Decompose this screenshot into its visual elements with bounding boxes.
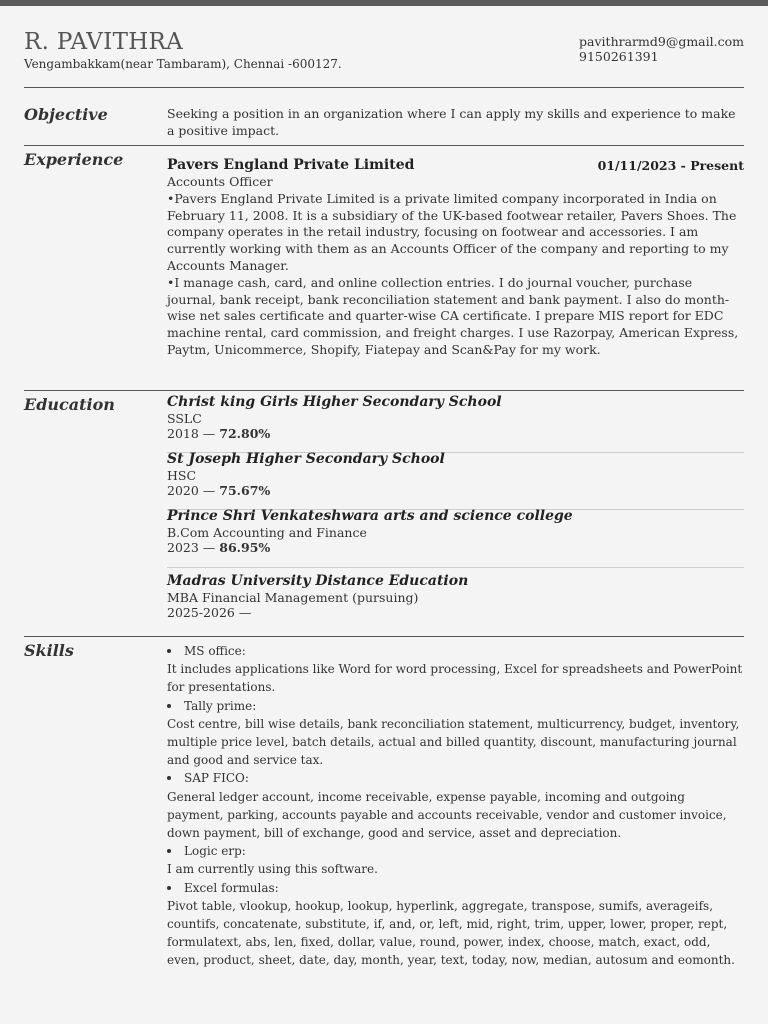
candidate-name: R. PAVITHRA [24,29,184,55]
course: MBA Financial Management (pursuing) [167,590,419,605]
skill-name: Logic erp: [167,842,744,860]
job-role: Accounts Officer [167,174,273,189]
divider [24,390,744,391]
year-grade [167,426,744,441]
phone: 9150261391 [579,49,659,64]
experience-title: Experience [24,150,124,169]
skill-description: Cost centre, bill wise details, bank reconciliation statement, multicurrency, budget, inventory, multiple price level, batch details, actual and billed quantity, discount, manufacturing journal and good and service tax. [167,716,740,768]
experience-paragraph: •I manage cash, card, and online collection entries. I do journal voucher, purchase journal, bank receipt, bank reconciliation statement and bank payment. I also do month-wise net sales certificate and quarter-wise CA certificate. I prepare MIS report for EDC machine rental, card commission, and freight charges. I use Razorpay, American Express, Paytm, Unicommerce, Shopify, Fiatepay and Scan&Pay for my work. [167,274,739,357]
divider [24,87,744,88]
year-grade [167,483,744,498]
skill-name: Excel formulas: [167,879,744,897]
year-grade [167,540,744,555]
education-title: Education [24,395,115,414]
contact-info [579,34,744,64]
objective-text: Seeking a position in an organization where I can apply my skills and experience to make a positive impact. [167,106,736,138]
course: B.Com Accounting and Finance [167,525,367,540]
divider [24,145,744,146]
grade: 72.80% [219,426,271,441]
course: HSC [167,468,197,483]
skills-list [167,642,744,970]
sub-divider [167,567,744,568]
school-name: St Joseph Higher Secondary School [167,451,445,467]
education-item [167,450,744,498]
email[interactable]: pavithrarmd9@gmail.com [579,34,744,49]
experience-paragraph: •Pavers England Private Limited is a private limited company incorporated in India on February 11, 2008. It is a subsidiary of the UK-based footwear retailer, Pavers Shoes. The company operates in the retail industry, focusing on footwear and accessories. I am currently working with them as an Accounts Officer of the company and reporting to my Accounts Manager. [167,190,737,273]
skill-description: General ledger account, income receivable, expense payable, incoming and outgoing payment, parking, accounts payable and accounts receivable, vendor and customer invoice, down payment, bill of exchange, good and service, asset and depreciation. [167,789,727,841]
top-bar [0,0,768,6]
skill-name: Tally prime: [167,697,744,715]
skill-name: SAP FICO: [167,769,744,787]
year: 2020 — [167,483,216,498]
objective-title: Objective [24,105,108,124]
grade: 75.67% [219,483,271,498]
divider [24,636,744,637]
experience-entry [167,156,744,359]
school-name: Prince Shri Venkateshwara arts and science college [167,508,573,524]
year: 2025-2026 — [167,605,252,620]
school-name: Madras University Distance Education [167,573,469,589]
company-name: Pavers England Private Limited [167,157,415,173]
year: 2023 — [167,540,216,555]
resume-header [24,28,744,71]
education-item [167,507,744,555]
year: 2018 — [167,426,216,441]
course: SSLC [167,411,202,426]
education-item [167,572,744,620]
school-name: Christ king Girls Higher Secondary School [167,394,502,410]
skill-description: I am currently using this software. [167,862,378,877]
year-grade [167,605,744,620]
skill-description: Pivot table, vlookup, hookup, lookup, hyperlink, aggregate, transpose, sumifs, averageifs, countifs, concatenate, substitute, if, and, or, left, mid, right, trim, upper, lower, proper, rept, formulatext, abs, len, fixed, dollar, value, round, power, index, choose, match, exact, odd, even, product, sheet, date, day, month, year, text, today, now, median, autosum and eomonth. [167,898,735,968]
experience-dates: 01/11/2023 - Present [597,158,744,173]
skills-title: Skills [24,641,74,660]
skill-name: MS office: [167,642,744,660]
skill-description: It includes applications like Word for word processing, Excel for spreadsheets and PowerPoint for presentations. [167,662,743,695]
education-item [167,393,744,441]
candidate-address: Vengambakkam(near Tambaram), Chennai -600127. [24,57,342,71]
grade: 86.95% [219,540,271,555]
